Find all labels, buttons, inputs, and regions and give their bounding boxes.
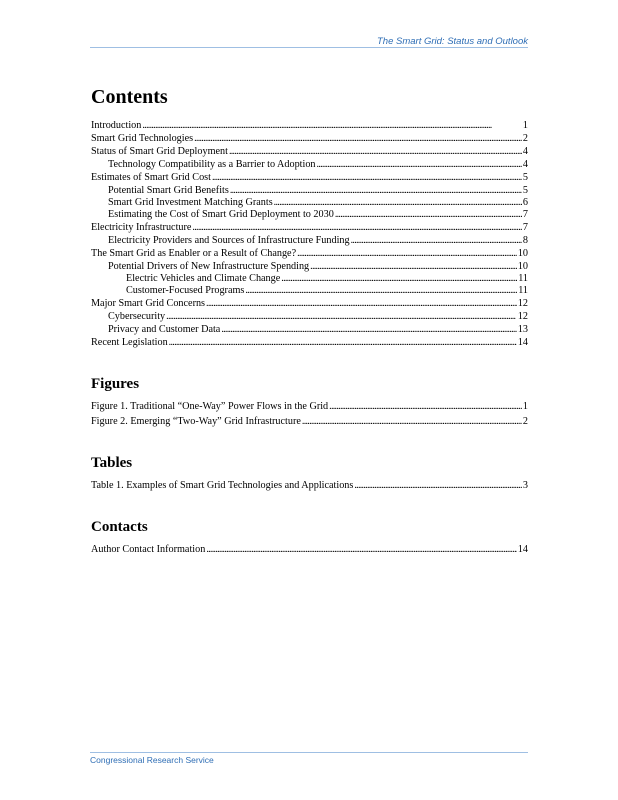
toc-entry-page: 5 [522, 172, 528, 183]
toc-leader-dots [192, 222, 521, 234]
figure-entry-title: Figure 1. Traditional “One-Way” Power Flows in the Grid [91, 401, 329, 412]
toc-entry-page: 4 [522, 159, 528, 170]
toc-leader-dots [221, 324, 516, 336]
toc-entry-page: 1 [522, 120, 528, 131]
toc-entry-title: Introduction [91, 120, 142, 131]
toc-entry-page: 7 [522, 209, 528, 220]
toc-entry[interactable] [91, 133, 528, 145]
toc-leader-dots [142, 120, 522, 132]
toc-entry-page: 5 [522, 185, 528, 196]
tables-section [91, 454, 528, 492]
table-entry[interactable] [91, 480, 528, 492]
toc-entry[interactable] [91, 185, 528, 197]
figure-entry[interactable] [91, 416, 528, 428]
toc-entry-page: 10 [517, 248, 528, 259]
toc-entry-title: Electricity Providers and Sources of Infrastructure Funding [108, 235, 350, 246]
toc-entry-title: Smart Grid Investment Matching Grants [108, 197, 273, 208]
running-header-title: The Smart Grid: Status and Outlook [376, 36, 528, 47]
figure-entry[interactable] [91, 401, 528, 413]
toc-entry-title: Estimates of Smart Grid Cost [91, 172, 211, 183]
toc-leader-dots [310, 261, 517, 273]
toc-entry[interactable] [91, 298, 528, 310]
toc-entry[interactable] [91, 172, 528, 184]
toc-entry-page: 11 [518, 285, 528, 296]
toc-leader-dots [354, 480, 522, 492]
toc-leader-dots [206, 544, 517, 556]
toc-entry[interactable] [91, 273, 528, 285]
toc-leader-dots [281, 273, 517, 285]
toc-leader-dots [194, 133, 522, 145]
toc-entry-page: 10 [517, 261, 528, 272]
toc-entry-title: Smart Grid Technologies [91, 133, 194, 144]
figure-entry-page: 2 [522, 416, 528, 427]
toc-entry[interactable] [91, 146, 528, 158]
toc-entry[interactable] [91, 120, 528, 132]
toc-entry[interactable] [91, 248, 528, 260]
toc-leader-dots [297, 248, 517, 260]
toc-leader-dots [166, 311, 517, 323]
toc-entry-title: Potential Drivers of New Infrastructure Spending [108, 261, 310, 272]
toc-entry-page: 11 [518, 273, 528, 284]
toc-entry-title: Major Smart Grid Concerns [91, 298, 206, 309]
toc-entry[interactable] [91, 209, 528, 221]
figures-section [91, 375, 528, 428]
toc-entry-page: 14 [517, 337, 528, 348]
toc-entry-title: Estimating the Cost of Smart Grid Deployment to 2030 [108, 209, 334, 220]
toc-entry-page: 12 [517, 298, 528, 309]
toc-entry-title: Recent Legislation [91, 337, 168, 348]
toc-entry-page: 12 [517, 311, 528, 322]
toc-entry-title: Electric Vehicles and Climate Change [126, 273, 281, 284]
toc-leader-dots [169, 337, 517, 349]
toc-leader-dots [302, 416, 522, 428]
toc-entry-title: Technology Compatibility as a Barrier to Adoption [108, 159, 316, 170]
toc-entry[interactable] [91, 311, 528, 323]
toc-entry[interactable] [91, 159, 528, 171]
toc-entry[interactable] [91, 222, 528, 234]
toc-leader-dots [335, 209, 522, 221]
contact-entry[interactable] [91, 544, 528, 556]
toc-entry-page: 7 [522, 222, 528, 233]
tables-heading: Tables [91, 455, 133, 471]
toc-leader-dots [329, 401, 522, 413]
contact-entry-page: 14 [517, 544, 528, 555]
toc-entry-title: Customer-Focused Programs [126, 285, 245, 296]
toc-page-body [91, 86, 528, 556]
contacts-section [91, 518, 528, 556]
toc-entry-page: 6 [522, 197, 528, 208]
toc-entry-page: 13 [517, 324, 528, 335]
toc-entry[interactable] [91, 261, 528, 273]
toc-entry-page: 2 [522, 133, 528, 144]
toc-entry[interactable] [91, 235, 528, 247]
toc-entry-title: Status of Smart Grid Deployment [91, 146, 228, 157]
toc-entry[interactable] [91, 197, 528, 209]
toc-entry-title: Potential Smart Grid Benefits [108, 185, 229, 196]
toc-entry-title: Privacy and Customer Data [108, 324, 221, 335]
contacts-heading: Contacts [91, 519, 148, 535]
toc-leader-dots [317, 159, 522, 171]
footer-rule [90, 752, 528, 753]
figures-heading: Figures [91, 376, 140, 392]
toc-entry-title: Electricity Infrastructure [91, 222, 192, 233]
toc-leader-dots [212, 172, 522, 184]
toc-leader-dots [206, 298, 517, 310]
figure-entry-title: Figure 2. Emerging “Two-Way” Grid Infrastructure [91, 416, 301, 427]
toc-entry[interactable] [91, 337, 528, 349]
header-rule [90, 47, 528, 48]
contact-entry-title: Author Contact Information [91, 544, 206, 555]
toc-entry[interactable] [91, 324, 528, 336]
table-entry-title: Table 1. Examples of Smart Grid Technologies and Applications [91, 480, 354, 491]
toc-leader-dots [351, 235, 522, 247]
toc-entry-title: The Smart Grid as Enabler or a Result of Change? [91, 248, 297, 259]
toc-leader-dots [229, 146, 522, 158]
toc-entry[interactable] [91, 285, 528, 297]
toc-entry-title: Cybersecurity [108, 311, 166, 322]
table-entry-page: 3 [522, 480, 528, 491]
contents-list [91, 120, 528, 349]
contents-heading: Contents [91, 86, 168, 108]
figure-entry-page: 1 [522, 401, 528, 412]
toc-leader-dots [245, 285, 517, 297]
footer-organization: Congressional Research Service [90, 755, 214, 765]
toc-leader-dots [230, 185, 522, 197]
toc-leader-dots [274, 197, 522, 209]
toc-entry-page: 4 [522, 146, 528, 157]
toc-entry-page: 8 [522, 235, 528, 246]
